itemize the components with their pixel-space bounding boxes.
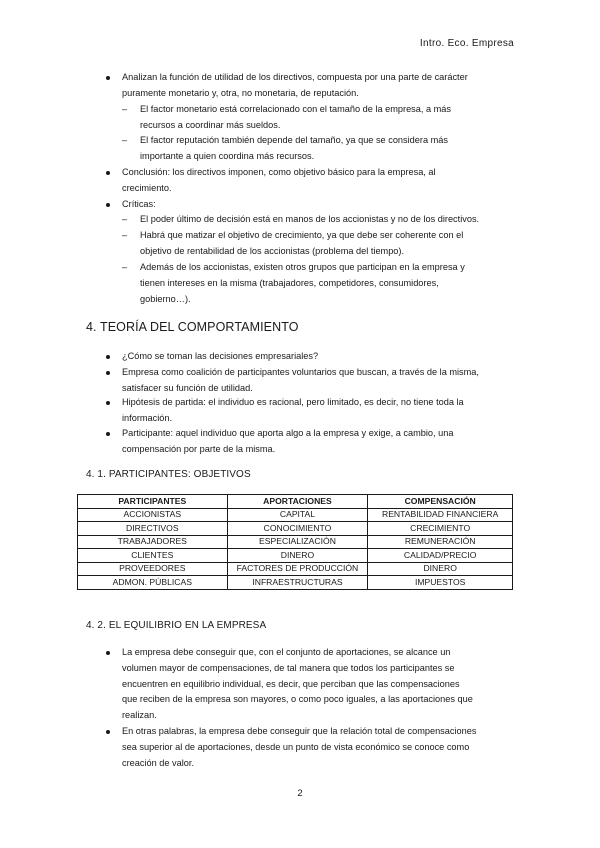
table-cell: IMPUESTOS	[368, 576, 513, 590]
text-line: importante a quien coordina más recursos.	[140, 150, 315, 161]
text-line: El factor monetario está correlacionado con el tamaño de la empresa, a más	[140, 104, 452, 114]
table-cell: INFRAESTRUCTURAS	[227, 576, 368, 590]
bullet-dot	[106, 432, 110, 436]
bullet-dot	[106, 371, 110, 375]
text-line: crecimiento.	[122, 182, 172, 193]
participants-table	[77, 494, 513, 590]
table-cell: ESPECIALIZACIÓN	[227, 535, 368, 549]
dash-marker: –	[122, 230, 128, 240]
paragraph	[122, 365, 479, 397]
text-line: objetivo de rentabilidad de los accionistas (problema del tiempo).	[140, 245, 405, 256]
table-cell: CALIDAD/PRECIO	[368, 549, 513, 563]
paragraph	[122, 70, 468, 102]
text-line: encuentren en equilibrio individual, es decir, que perciban que las compensaciones	[122, 678, 460, 689]
table-cell: REMUNERACIÓN	[368, 535, 513, 549]
table-header-cell: PARTICIPANTES	[78, 495, 228, 509]
bullet-dot	[106, 401, 110, 405]
dash-marker: –	[122, 104, 128, 114]
section-heading: 4. TEORÍA DEL COMPORTAMIENTO	[86, 320, 299, 334]
text-line: El factor reputación también depende del tamaño, ya que se considera más	[140, 135, 448, 145]
table-row	[78, 562, 513, 576]
paragraph	[122, 165, 436, 197]
table-header-cell: APORTACIONES	[227, 495, 368, 509]
text-line: Habrá que matizar el objetivo de crecimiento, ya que debe ser coherente con el	[140, 230, 464, 240]
bullet-dot	[106, 651, 110, 655]
text-line: volumen mayor de compensaciones, de tal manera que todos los participantes se	[122, 662, 455, 673]
text-line: Hipótesis de partida: el individuo es racional, pero limitado, es decir, no tiene toda la	[122, 397, 464, 407]
table-cell: DINERO	[227, 549, 368, 563]
page-header: Intro. Eco. Empresa	[419, 38, 514, 49]
text-line: sea superior al de aportaciones, desde un punto de vista económico se conoce como	[122, 741, 470, 752]
paragraph: Críticas:	[122, 199, 156, 209]
text-line: En otras palabras, la empresa debe conseguir que la relación total de compensaciones	[122, 726, 477, 736]
table-cell: DIRECTIVOS	[78, 522, 228, 536]
table-cell: RENTABILIDAD FINANCIERA	[368, 508, 513, 522]
table-cell: CONOCIMIENTO	[227, 522, 368, 536]
dash-marker: –	[122, 214, 128, 224]
text-line: gobierno…).	[140, 293, 191, 304]
table-cell: ADMON. PÚBLICAS	[78, 576, 228, 590]
table-cell: PROVEEDORES	[78, 562, 228, 576]
subsection-heading: 4. 2. EL EQUILIBRIO EN LA EMPRESA	[86, 620, 267, 631]
bullet-dot	[106, 76, 110, 80]
text-line: que reciben de la empresa son mayores, o como poco iguales, a las aportaciones que	[122, 694, 473, 705]
paragraph	[122, 426, 453, 458]
text-line: Conclusión: los directivos imponen, como objetivo básico para la empresa, al	[122, 167, 436, 177]
paragraph	[140, 133, 448, 165]
paragraph	[122, 724, 476, 771]
text-line: Empresa como coalición de participantes voluntarios que buscan, a través de la misma,	[122, 367, 479, 377]
text-line: información.	[122, 412, 173, 423]
text-line: satisfacer su función de utilidad.	[122, 382, 253, 393]
paragraph: El poder último de decisión está en manos de los accionistas y no de los directivos.	[140, 214, 480, 224]
dash-marker: –	[122, 262, 128, 272]
text-line: compensación por parte de la misma.	[122, 443, 276, 454]
table-cell: TRABAJADORES	[78, 535, 228, 549]
text-line: realizan.	[122, 710, 157, 721]
paragraph	[140, 228, 463, 260]
paragraph	[140, 260, 465, 307]
text-line: Además de los accionistas, existen otros grupos que participan en la empresa y	[140, 262, 465, 272]
table-row	[78, 549, 513, 563]
bullet-dot	[106, 730, 110, 734]
table-header-cell: COMPENSACIÓN	[368, 495, 513, 509]
table-row	[78, 535, 513, 549]
bullet-dot	[106, 355, 110, 359]
table-cell: DINERO	[368, 562, 513, 576]
text-line: tienen intereses en la misma (trabajadores, competidores, consumidores,	[140, 277, 439, 288]
table-cell: FACTORES DE PRODUCCIÓN	[227, 562, 368, 576]
paragraph: ¿Cómo se toman las decisiones empresariales?	[122, 351, 319, 361]
table-row	[78, 508, 513, 522]
text-line: puramente monetario y, otra, no monetaria, de reputación.	[122, 87, 359, 98]
table-row	[78, 576, 513, 590]
text-line: recursos a coordinar más sueldos.	[140, 119, 281, 130]
text-line: Analizan la función de utilidad de los directivos, compuesta por una parte de carácter	[122, 72, 468, 82]
page-number: 2	[297, 788, 303, 799]
text-line: creación de valor.	[122, 757, 195, 768]
text-line: La empresa debe conseguir que, con el conjunto de aportaciones, se alcance un	[122, 647, 451, 657]
text-line: Participante: aquel individuo que aporta algo a la empresa y exige, a cambio, una	[122, 428, 454, 438]
table-cell: CAPITAL	[227, 508, 368, 522]
paragraph	[122, 395, 464, 427]
paragraph	[122, 645, 473, 724]
paragraph	[140, 102, 451, 134]
table-row	[78, 522, 513, 536]
subsection-heading: 4. 1. PARTICIPANTES: OBJETIVOS	[86, 469, 251, 480]
table-cell: CRECIMIENTO	[368, 522, 513, 536]
table-cell: CLIENTES	[78, 549, 228, 563]
table-cell: ACCIONISTAS	[78, 508, 228, 522]
bullet-dot	[106, 171, 110, 175]
bullet-dot	[106, 203, 110, 207]
table-header-row	[78, 495, 513, 509]
dash-marker: –	[122, 135, 128, 145]
